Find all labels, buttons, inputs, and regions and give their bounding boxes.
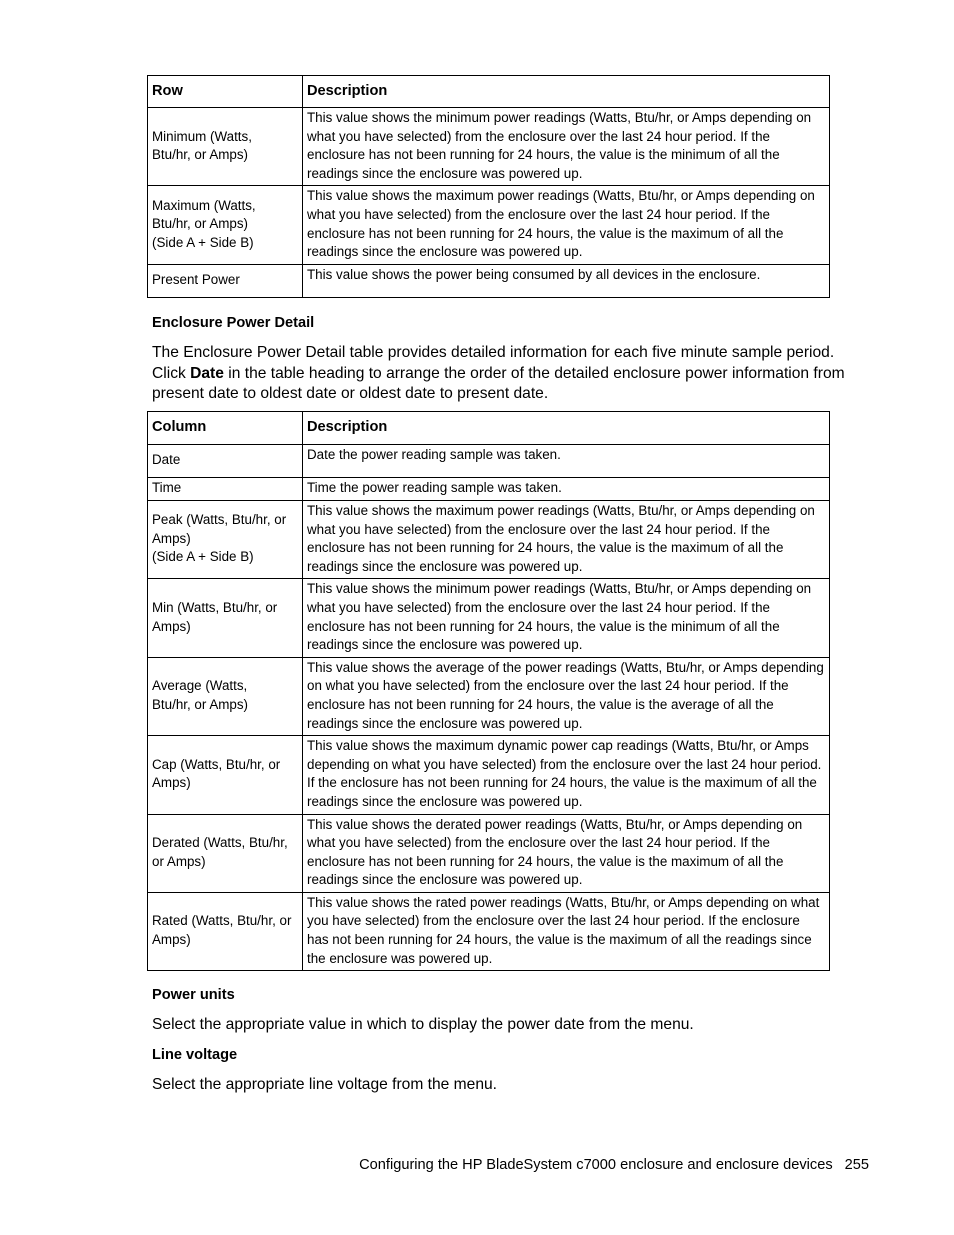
page-footer — [359, 1157, 869, 1173]
table-header-row — [148, 412, 830, 445]
table-row — [148, 892, 830, 970]
row-description-table — [147, 75, 830, 298]
paragraph-text: The Enclosure Power Detail table provides detailed information for each five minute sample period. Click — [152, 344, 835, 382]
row-description: This value shows the power being consumed by all devices in the enclosure. — [303, 264, 830, 297]
row-name: Peak (Watts, Btu/hr, or Amps) (Side A + Side B) — [148, 501, 303, 579]
section-heading-power-units: Power units — [152, 987, 235, 1003]
row-name: Maximum (Watts, Btu/hr, or Amps) (Side A + Side B) — [148, 186, 303, 264]
row-name: Present Power — [148, 264, 303, 297]
table-header-row — [148, 76, 830, 108]
column-header-description: Description — [303, 76, 830, 108]
table-row — [148, 186, 830, 264]
table-row — [148, 264, 830, 297]
row-description: This value shows the rated power readings (Watts, Btu/hr, or Amps depending on what you have selected) from the enclosure over the last 24 hour period. If the enclosure has not been running for 24 hours, the value is the maximum of all the readings since the enclosure was powered up. — [303, 892, 830, 970]
table-row — [148, 736, 830, 814]
enclosure-power-detail-paragraph — [152, 343, 872, 405]
column-header-row: Row — [148, 76, 303, 108]
column-header-column: Column — [148, 412, 303, 445]
row-description: This value shows the minimum power readings (Watts, Btu/hr, or Amps depending on what you have selected) from the enclosure over the last 24 hour period. If the enclosure has not been running for 24 hours, the value is the minimum of all the readings since the enclosure was powered up. — [303, 579, 830, 657]
page-number: 255 — [844, 1157, 869, 1173]
row-name: Cap (Watts, Btu/hr, or Amps) — [148, 736, 303, 814]
row-description: This value shows the maximum dynamic power cap readings (Watts, Btu/hr, or Amps depending on what you have selected) from the enclosure over the last 24 hour period. If the enclosure has not been running for 24 hours, the value is the maximum of all the readings since the enclosure was powered up. — [303, 736, 830, 814]
section-heading-enclosure-power-detail: Enclosure Power Detail — [152, 315, 315, 331]
paragraph-text: in the table heading to arrange the order of the detailed enclosure power information from present date to oldest date or oldest date to present date. — [152, 364, 845, 402]
column-header-description: Description — [303, 412, 830, 445]
table-row — [148, 478, 830, 501]
row-description: This value shows the derated power readings (Watts, Btu/hr, or Amps depending on what you have selected) from the enclosure over the last 24 hour period. If the enclosure has not been running for 24 hours, the value is the maximum of all the readings since the enclosure was powered up. — [303, 814, 830, 892]
row-description: This value shows the maximum power readings (Watts, Btu/hr, or Amps depending on what you have selected) from the enclosure over the last 24 hour period. If the enclosure has not been running for 24 hours, the value is the maximum of all the readings since the enclosure was powered up. — [303, 501, 830, 579]
row-name: Minimum (Watts, Btu/hr, or Amps) — [148, 108, 303, 186]
table-row — [148, 108, 830, 186]
column-description-table — [147, 411, 830, 971]
row-description: Date the power reading sample was taken. — [303, 445, 830, 478]
table-row — [148, 501, 830, 579]
section-heading-line-voltage: Line voltage — [152, 1047, 238, 1063]
table-row — [148, 657, 830, 735]
row-name: Rated (Watts, Btu/hr, or Amps) — [148, 892, 303, 970]
row-description: This value shows the minimum power readings (Watts, Btu/hr, or Amps depending on what you have selected) from the enclosure over the last 24 hour period. If the enclosure has not been running for 24 hours, the value is the minimum of all the readings since the enclosure was powered up. — [303, 108, 830, 186]
table-row — [148, 579, 830, 657]
footer-chapter-title: Configuring the HP BladeSystem c7000 enclosure and enclosure devices — [359, 1157, 833, 1173]
row-description: This value shows the maximum power readings (Watts, Btu/hr, or Amps depending on what you have selected) from the enclosure over the last 24 hour period. If the enclosure has not been running for 24 hours, the value is the maximum of all the readings since the enclosure was powered up. — [303, 186, 830, 264]
row-description: Time the power reading sample was taken. — [303, 478, 830, 501]
table-row — [148, 814, 830, 892]
paragraph-bold-date: Date — [190, 364, 224, 382]
row-name: Time — [148, 478, 303, 501]
table-row — [148, 445, 830, 478]
power-units-paragraph: Select the appropriate value in which to display the power date from the menu. — [152, 1016, 694, 1033]
row-name: Average (Watts, Btu/hr, or Amps) — [148, 657, 303, 735]
row-name: Date — [148, 445, 303, 478]
row-description: This value shows the average of the power readings (Watts, Btu/hr, or Amps depending on what you have selected) from the enclosure over the last 24 hour period. If the enclosure has not been running for 24 hours, the value is the average of all the readings since the enclosure was powered up. — [303, 657, 830, 735]
row-name: Min (Watts, Btu/hr, or Amps) — [148, 579, 303, 657]
line-voltage-paragraph: Select the appropriate line voltage from the menu. — [152, 1076, 497, 1093]
row-name: Derated (Watts, Btu/hr, or Amps) — [148, 814, 303, 892]
